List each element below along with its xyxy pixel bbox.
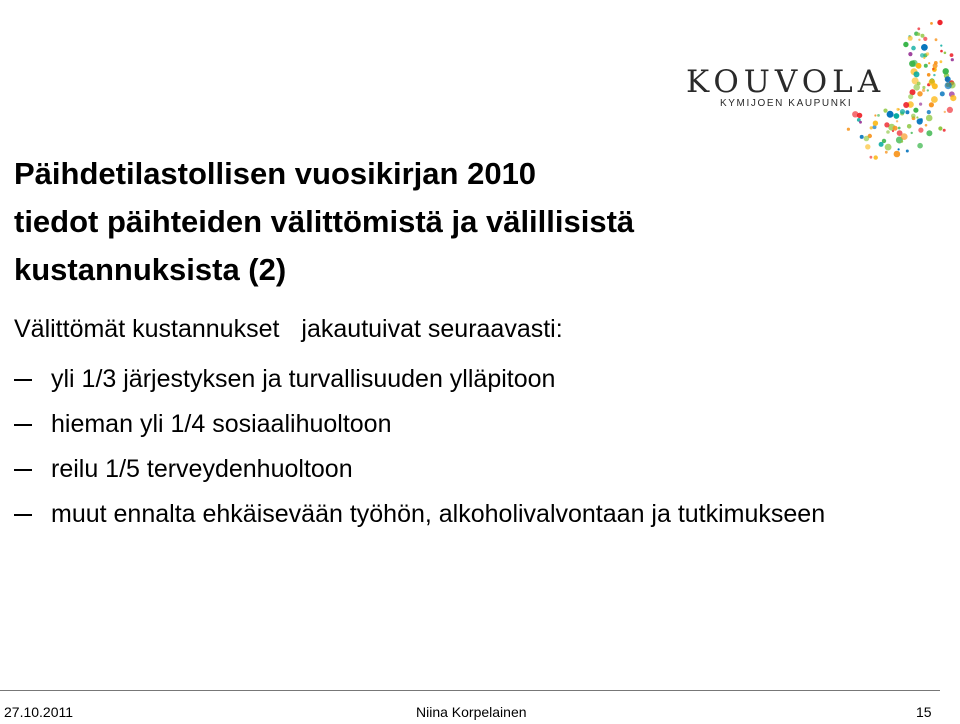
logo-dot	[927, 110, 931, 114]
intro-part-2: jakautuivat seuraavasti:	[301, 315, 563, 343]
logo-dot	[906, 150, 909, 153]
bullet-item	[0, 452, 940, 486]
logo-dot	[950, 53, 954, 57]
logo-dot	[916, 116, 918, 118]
logo-dot	[893, 126, 898, 131]
logo-dot	[933, 74, 935, 76]
footer-author: Niina Korpelainen	[416, 704, 527, 720]
logo-dot	[924, 64, 928, 68]
logo-dot	[917, 27, 920, 30]
kouvola-logo	[680, 0, 960, 160]
logo-dot	[917, 118, 923, 124]
bullet-item	[0, 362, 940, 396]
logo-dot	[917, 82, 921, 86]
title-line-3: kustannuksista (2)	[14, 252, 287, 287]
logo-dot	[892, 130, 894, 132]
dash-bullet-icon	[14, 379, 32, 381]
logo-dot	[940, 60, 943, 63]
logo-dot	[926, 115, 933, 122]
logo-dot	[929, 102, 934, 107]
logo-dot	[945, 76, 951, 82]
bullet-text: hieman yli 1/4 sosiaalihuoltoon	[51, 410, 392, 438]
logo-dot	[940, 91, 945, 96]
logo-dot	[907, 124, 912, 129]
logo-dot	[873, 121, 878, 126]
logo-dot	[870, 156, 873, 159]
logo-dot	[919, 103, 922, 106]
logo-dot	[901, 133, 908, 140]
logo-dot	[917, 143, 923, 149]
logo-dot	[918, 128, 923, 133]
logo-dot	[847, 128, 850, 131]
logo-dot	[908, 36, 913, 41]
logo-dot	[864, 136, 870, 142]
logo-dot	[922, 86, 925, 89]
logo-dot	[950, 95, 956, 101]
logo-dot	[927, 73, 931, 77]
logo-dot	[944, 52, 947, 55]
logo-dot	[870, 126, 873, 129]
logo-dot	[926, 52, 929, 55]
logo-dot	[931, 96, 938, 103]
logo-dot	[937, 20, 942, 25]
logo-dot	[886, 130, 890, 134]
logo-dot	[900, 109, 905, 114]
logo-dot	[928, 62, 930, 64]
logo-dot	[911, 114, 916, 119]
logo-wordmark: KOUVOLA	[686, 64, 886, 100]
intro-text	[14, 315, 563, 344]
logo-dot	[905, 110, 909, 114]
bullet-list	[0, 362, 940, 542]
logo-dot	[913, 108, 918, 113]
logo-dot	[874, 155, 878, 159]
logo-dot	[943, 129, 946, 132]
logo-dot	[947, 107, 953, 113]
logo-dot	[938, 126, 942, 130]
logo-dot	[916, 63, 922, 69]
bullet-text: yli 1/3 järjestyksen ja turvallisuuden ylläpitoon	[51, 365, 556, 393]
logo-dot	[884, 122, 889, 127]
logo-dot	[918, 39, 920, 41]
logo-dot	[940, 45, 942, 47]
logo-dot	[898, 148, 900, 150]
logo-dot	[940, 50, 943, 53]
dash-bullet-icon	[14, 469, 32, 471]
logo-dot	[930, 22, 933, 25]
logo-dot	[914, 71, 920, 77]
logo-dot	[874, 114, 876, 116]
logo-dot	[920, 53, 925, 58]
logo-dot	[896, 108, 899, 111]
bullet-item	[0, 497, 940, 531]
logo-dot	[877, 114, 880, 117]
logo-dot	[908, 94, 913, 99]
logo-dot	[951, 58, 954, 61]
logo-dot	[926, 130, 932, 136]
logo-dot	[945, 82, 952, 89]
logo-dot	[898, 127, 901, 130]
logo-dot	[887, 111, 894, 118]
bullet-text: reilu 1/5 terveydenhuoltoon	[51, 455, 353, 483]
footer-date: 27.10.2011	[4, 704, 74, 720]
logo-dot	[911, 46, 916, 51]
logo-dot	[860, 135, 864, 139]
logo-dot	[885, 151, 888, 154]
logo-dot	[894, 113, 900, 119]
footer-page-number: 15	[916, 704, 932, 720]
logo-dot	[927, 89, 929, 91]
slide-title	[14, 150, 634, 294]
logo-dot	[883, 109, 887, 113]
dash-bullet-icon	[14, 424, 32, 426]
logo-dot	[865, 144, 870, 149]
footer-divider	[0, 690, 940, 691]
logo-dot	[922, 89, 925, 92]
bullet-text: muut ennalta ehkäisevään työhön, alkoholivalvontaan ja tutkimukseen	[51, 500, 826, 528]
logo-dot	[932, 68, 934, 70]
logo-dot	[885, 144, 892, 151]
logo-subtitle: KYMIJOEN KAUPUNKI	[720, 98, 853, 109]
logo-dot	[903, 102, 909, 108]
logo-dot	[929, 79, 936, 86]
logo-dot	[909, 61, 915, 67]
title-line-2: tiedot päihteiden välittömistä ja välillisistä	[14, 204, 635, 239]
logo-dot	[921, 44, 928, 51]
logo-dot	[921, 34, 925, 38]
logo-dot	[944, 111, 946, 113]
logo-dot	[903, 42, 908, 47]
title-line-1: Päihdetilastollisen vuosikirjan 2010	[14, 156, 537, 191]
logo-dot	[911, 132, 913, 134]
logo-dot	[894, 151, 901, 158]
logo-dot	[908, 52, 912, 56]
dash-bullet-icon	[14, 514, 32, 516]
logo-dot	[925, 124, 928, 127]
bullet-item	[0, 407, 940, 441]
logo-dot	[923, 37, 927, 41]
logo-dot	[879, 142, 884, 147]
logo-dot	[917, 91, 922, 96]
logo-dot	[901, 140, 903, 142]
logo-dot	[896, 120, 898, 122]
logo-dot	[859, 121, 862, 124]
logo-dot	[935, 38, 938, 41]
logo-dot	[917, 33, 920, 36]
logo-dot	[857, 113, 862, 118]
intro-part-1: Välittömät kustannukset	[14, 315, 280, 343]
logo-dot	[943, 68, 949, 74]
